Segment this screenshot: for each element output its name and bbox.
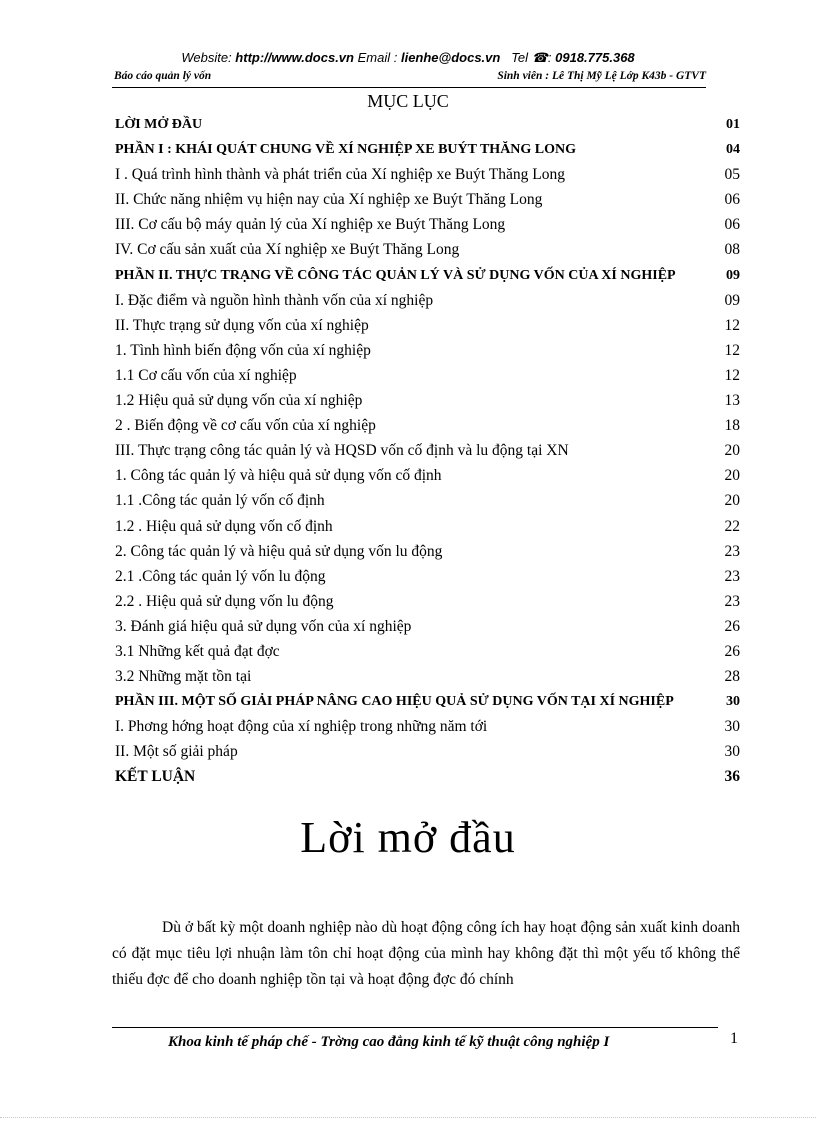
- toc-entry-page: 20: [724, 467, 740, 485]
- toc-entry-page: 23: [724, 542, 740, 560]
- toc-entry-page: 08: [724, 241, 740, 259]
- toc-entry-text: 3.2 Những mặt tồn tại: [115, 668, 252, 686]
- toc-entry-text: 1.1 .Công tác quản lý vốn cố định: [115, 492, 325, 510]
- toc-entry[interactable]: [115, 413, 740, 438]
- toc-entry-text: II. Chức năng nhiệm vụ hiện nay của Xí nghiệp xe Buýt Thăng Long: [115, 191, 543, 209]
- toc-entry-page: 12: [724, 316, 740, 334]
- toc-entry-page: 06: [724, 216, 740, 234]
- toc-entry[interactable]: [115, 212, 740, 237]
- toc-entry-text: 1. Tình hình biến động vốn của xí nghiệp: [115, 341, 371, 359]
- toc-entry[interactable]: [115, 187, 740, 212]
- toc-entry[interactable]: [115, 739, 740, 764]
- tel-label: Tel: [511, 50, 529, 65]
- phone-icon: ☎: [531, 50, 548, 65]
- toc-entry-page: 26: [724, 617, 740, 635]
- toc-entry[interactable]: [115, 714, 740, 739]
- toc-entry-text: 1. Công tác quản lý và hiệu quả sử dụng vốn cố định: [115, 467, 442, 485]
- page-number: 1: [730, 1030, 738, 1047]
- toc-entry[interactable]: [115, 539, 740, 564]
- toc-entry[interactable]: [115, 388, 740, 413]
- toc-entry-text: 2. Công tác quản lý và hiệu quả sử dụng vốn lu động: [115, 542, 443, 560]
- toc-entry-page: 36: [724, 768, 740, 786]
- page-bottom-border: [0, 1117, 816, 1118]
- email-link[interactable]: lienhe@docs.vn: [400, 50, 501, 65]
- toc-entry-text: III. Thực trạng công tác quản lý và HQSD vốn cố định và lu động tại XN: [115, 442, 569, 460]
- toc-entry-page: 12: [724, 341, 740, 359]
- toc-entry-page: 18: [724, 417, 740, 435]
- toc-entry[interactable]: [115, 237, 740, 262]
- toc-entry-page: 04: [726, 142, 740, 158]
- toc-entry-text: 2 . Biến động về cơ cấu vốn của xí nghiệp: [115, 417, 376, 435]
- toc-entry[interactable]: [115, 112, 740, 137]
- toc-entry-text: IV. Cơ cấu sản xuất của Xí nghiệp xe Buýt Thăng Long: [115, 241, 460, 259]
- footer-divider: [112, 1027, 718, 1028]
- website-link[interactable]: http://www.docs.vn: [235, 50, 354, 65]
- toc-title: MỤC LỤC: [367, 91, 449, 111]
- toc-entry-text: PHẦN II. THỰC TRẠNG VỀ CÔNG TÁC QUẢN LÝ VÀ SỬ DỤNG VỐN CỦA XÍ NGHIỆP: [115, 267, 676, 283]
- toc-entry[interactable]: [115, 313, 740, 338]
- toc-entry-text: I. Phơng hớng hoạt động của xí nghiệp trong những năm tới: [115, 718, 488, 736]
- toc-entry-page: 01: [726, 117, 740, 132]
- toc-entry-text: II. Thực trạng sử dụng vốn của xí nghiệp: [115, 316, 369, 334]
- tel-number: 0918.775.368: [555, 50, 635, 65]
- toc-entry-page: 06: [724, 191, 740, 209]
- toc-entry-page: 30: [724, 743, 740, 761]
- toc-entry[interactable]: [115, 488, 740, 513]
- toc-entry[interactable]: [115, 564, 740, 589]
- intro-paragraph: Dù ở bất kỳ một doanh nghiệp nào dù hoạt động công ích hay hoạt động sản xuất kinh doanh có đặt mục tiêu lợi nhuận làm tôn chỉ hoạt động của mình hay không đặt thì một yếu tố không thể thiếu đợc để cho doanh nghiệp tồn tại và hoạt động đợc đó chính: [112, 919, 740, 988]
- toc-entry-page: 30: [724, 718, 740, 736]
- toc-entry-page: 20: [724, 492, 740, 510]
- toc-entry-text: KẾT LUẬN: [115, 768, 196, 786]
- toc-entry[interactable]: [115, 338, 740, 363]
- toc-entry-page: 23: [724, 567, 740, 585]
- toc-entry-text: 1.2 . Hiệu quả sử dụng vốn cố định: [115, 517, 333, 535]
- toc-entry-text: 2.1 .Công tác quản lý vốn lu động: [115, 567, 326, 585]
- toc-entry-text: PHẦN III. MỘT SỐ GIẢI PHÁP NÂNG CAO HIỆU QUẢ SỬ DỤNG VỐN TẠI XÍ NGHIỆP: [115, 694, 674, 710]
- footer-text: Khoa kinh tế pháp chế - Trờng cao đẳng kinh tế kỹ thuật công nghiệp I: [168, 1034, 610, 1050]
- website-header: Website: http://www.docs.vn Email : lienhe@docs.vn Tel ☎: 0918.775.368: [181, 50, 635, 65]
- toc-entry[interactable]: [115, 689, 740, 714]
- toc-entry-text: 3. Đánh giá hiệu quả sử dụng vốn của xí nghiệp: [115, 617, 412, 635]
- toc-entry-text: 2.2 . Hiệu quả sử dụng vốn lu động: [115, 592, 334, 610]
- toc-entry[interactable]: [115, 764, 740, 789]
- toc-entry[interactable]: [115, 639, 740, 664]
- toc-entry-page: 26: [724, 642, 740, 660]
- toc-entry-page: 05: [724, 166, 740, 184]
- toc-entry-text: PHẦN I : KHÁI QUÁT CHUNG VỀ XÍ NGHIỆP XE BUÝT THĂNG LONG: [115, 142, 577, 158]
- table-of-contents: [115, 112, 740, 790]
- website-label: Website:: [181, 50, 232, 65]
- toc-entry-page: 20: [724, 442, 740, 460]
- email-label: Email :: [357, 50, 398, 65]
- toc-entry[interactable]: [115, 664, 740, 689]
- toc-entry-page: 09: [724, 291, 740, 309]
- toc-entry-text: LỜI MỞ ĐẦU: [115, 117, 203, 132]
- toc-entry-text: I . Quá trình hình thành và phát triển của Xí nghiệp xe Buýt Thăng Long: [115, 166, 565, 184]
- report-label: Báo cáo quản lý vốn: [114, 70, 212, 82]
- toc-entry-text: III. Cơ cấu bộ máy quản lý của Xí nghiệp xe Buýt Thăng Long: [115, 216, 506, 234]
- student-info: Sinh viên : Lê Thị Mỹ Lệ Lớp K43b - GTVT: [497, 70, 706, 82]
- toc-entry[interactable]: [115, 438, 740, 463]
- toc-entry[interactable]: [115, 162, 740, 187]
- toc-entry[interactable]: [115, 263, 740, 288]
- toc-entry-text: I. Đặc điểm và nguồn hình thành vốn của xí nghiệp: [115, 291, 434, 309]
- toc-entry-text: 1.2 Hiệu quả sử dụng vốn của xí nghiệp: [115, 392, 363, 410]
- toc-entry-text: 3.1 Những kết quả đạt đợc: [115, 642, 280, 660]
- toc-entry[interactable]: [115, 463, 740, 488]
- toc-entry[interactable]: [115, 288, 740, 313]
- toc-entry[interactable]: [115, 137, 740, 162]
- toc-entry[interactable]: [115, 363, 740, 388]
- toc-entry[interactable]: [115, 614, 740, 639]
- toc-entry-page: 22: [724, 517, 740, 535]
- toc-entry-text: II. Một số giải pháp: [115, 743, 238, 761]
- toc-entry-text: 1.1 Cơ cấu vốn của xí nghiệp: [115, 366, 297, 384]
- toc-entry-page: 30: [726, 694, 740, 710]
- section-heading: Lời mở đầu: [300, 813, 516, 862]
- toc-entry[interactable]: [115, 589, 740, 614]
- toc-entry-page: 23: [724, 592, 740, 610]
- toc-entry-page: 09: [726, 267, 740, 283]
- toc-entry-page: 13: [724, 392, 740, 410]
- toc-entry-page: 12: [724, 366, 740, 384]
- report-meta-line: [112, 70, 706, 88]
- toc-entry-page: 28: [724, 668, 740, 686]
- toc-entry[interactable]: [115, 514, 740, 539]
